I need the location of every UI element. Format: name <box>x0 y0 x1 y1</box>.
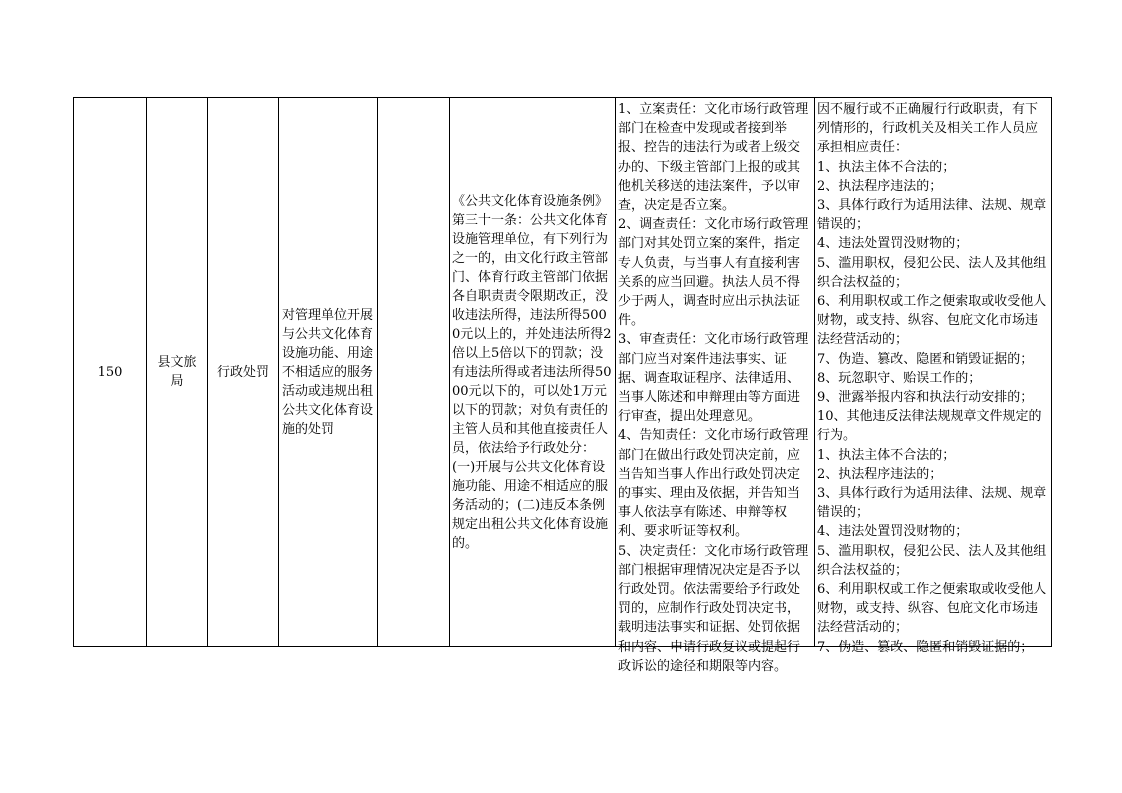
category: 行政处罚 <box>216 364 269 380</box>
accountability-item: 9、泄露举报内容和执法行动安排的； <box>817 390 1034 406</box>
responsibilities-list <box>616 98 814 674</box>
row-number-cell <box>74 98 147 647</box>
responsibility-item: 5、决定责任：文化市场行政管理部门根据审理情况决定是否予以行政处罚。依法需要给予行政处罚的，应制作行政处罚决定书，载明违法事实和证据、处罚依据和内容、申请行政复议或提起行政诉讼的途径和期限等内容。 <box>618 543 809 674</box>
responsibility-item: 1、立案责任：文化市场行政管理部门在检查中发现或者接到举报、控告的违法行为或者上级交办的、下级主管部门上报的或其他机关移送的违法案件，予以审查，决定是否立案。 <box>618 102 809 214</box>
sub-item-cell <box>378 98 450 647</box>
responsibility-item: 4、告知责任：文化市场行政管理部门在做出行政处罚决定前，应当告知当事人作出行政处罚决定的事实、理由及依据，并告知当事人依法享有陈述、申辩等权利、要求听证等权利。 <box>618 428 809 540</box>
responsibilities-cell <box>616 98 815 674</box>
legal-basis: 《公共文化体育设施条例》第三十一条：公共文化体育设施管理单位，有下列行为之一的，由文化行政主管部门、体育行政主管部门依据各自职责责令限期改正，没收违法所得，违法所得5000元以上的，并处违法所得2倍以上5倍以下的罚款；没有违法所得或者违法所得5000元以下的，可以处1万元以下的罚款；对负有责任的主管人员和其他直接责任人员，依法给予行政处分：(一)开展与公共文化体育设施功能、用途不相适应的服务活动的；(二)违反本条例规定出租公共文化体育设施的。 <box>452 193 612 551</box>
row-number: 150 <box>97 364 123 380</box>
authority-table <box>73 97 1052 674</box>
accountability-item: 6、利用职权或工作之便索取或收受他人财物，或支持、纵容、包庇文化市场违法经营活动的； <box>817 294 1047 348</box>
item-name: 对管理单位开展与公共文化体育设施功能、用途不相适应的服务活动或违规出租公共文化体育设施的处罚 <box>282 307 374 437</box>
department: 县文旅局 <box>157 355 197 389</box>
accountability-intro: 因不履行或不正确履行行政职责，有下列情形的，行政机关及相关工作人员应承担相应责任： <box>817 102 1039 156</box>
responsibility-item: 2、调查责任：文化市场行政管理部门对其处罚立案的案件，指定专人负责，与当事人有直接利害关系的应当回避。执法人员不得少于两人，调查时应出示执法证件。 <box>618 217 809 329</box>
item-name-cell <box>279 98 378 647</box>
accountability-item: 1、执法主体不合法的； <box>817 159 956 175</box>
accountability-item: 2、执法程序违法的； <box>817 178 943 194</box>
accountability-item: 8、玩忽职守、贻误工作的； <box>817 370 982 386</box>
accountability-item: 5、滥用职权，侵犯公民、法人及其他组织合法权益的； <box>817 255 1047 290</box>
accountability-item: 6、利用职权或工作之便索取或收受他人财物，或支持、纵容、包庇文化市场违法经营活动的； <box>817 582 1047 636</box>
accountability-cell <box>815 98 1052 655</box>
table-row <box>74 98 1052 647</box>
accountability-item: 4、违法处置罚没财物的； <box>817 236 969 252</box>
responsibility-item: 3、审查责任：文化市场行政管理部门应当对案件违法事实、证据、调查取证程序、法律适用、当事人陈述和申辩理由等方面进行审查，提出处理意见。 <box>618 332 809 425</box>
accountability-item: 3、具体行政行为适用法律、法规、规章错误的； <box>817 486 1047 521</box>
accountability-item: 10、其他违反法律法规规章文件规定的行为。 <box>817 409 1042 444</box>
accountability-item: 3、具体行政行为适用法律、法规、规章错误的； <box>817 198 1047 233</box>
category-cell <box>208 98 279 647</box>
accountability-item: 7、伪造、篡改、隐匿和销毁证据的； <box>817 639 1034 655</box>
accountability-item: 4、违法处置罚没财物的； <box>817 524 969 540</box>
accountability-item: 1、执法主体不合法的； <box>817 447 956 463</box>
accountability-item: 5、滥用职权，侵犯公民、法人及其他组织合法权益的； <box>817 543 1047 578</box>
accountability-item: 2、执法程序违法的； <box>817 466 943 482</box>
legal-basis-cell <box>450 98 616 647</box>
accountability-list <box>815 98 1051 655</box>
accountability-item: 7、伪造、篡改、隐匿和销毁证据的； <box>817 351 1034 367</box>
department-cell <box>147 98 208 647</box>
